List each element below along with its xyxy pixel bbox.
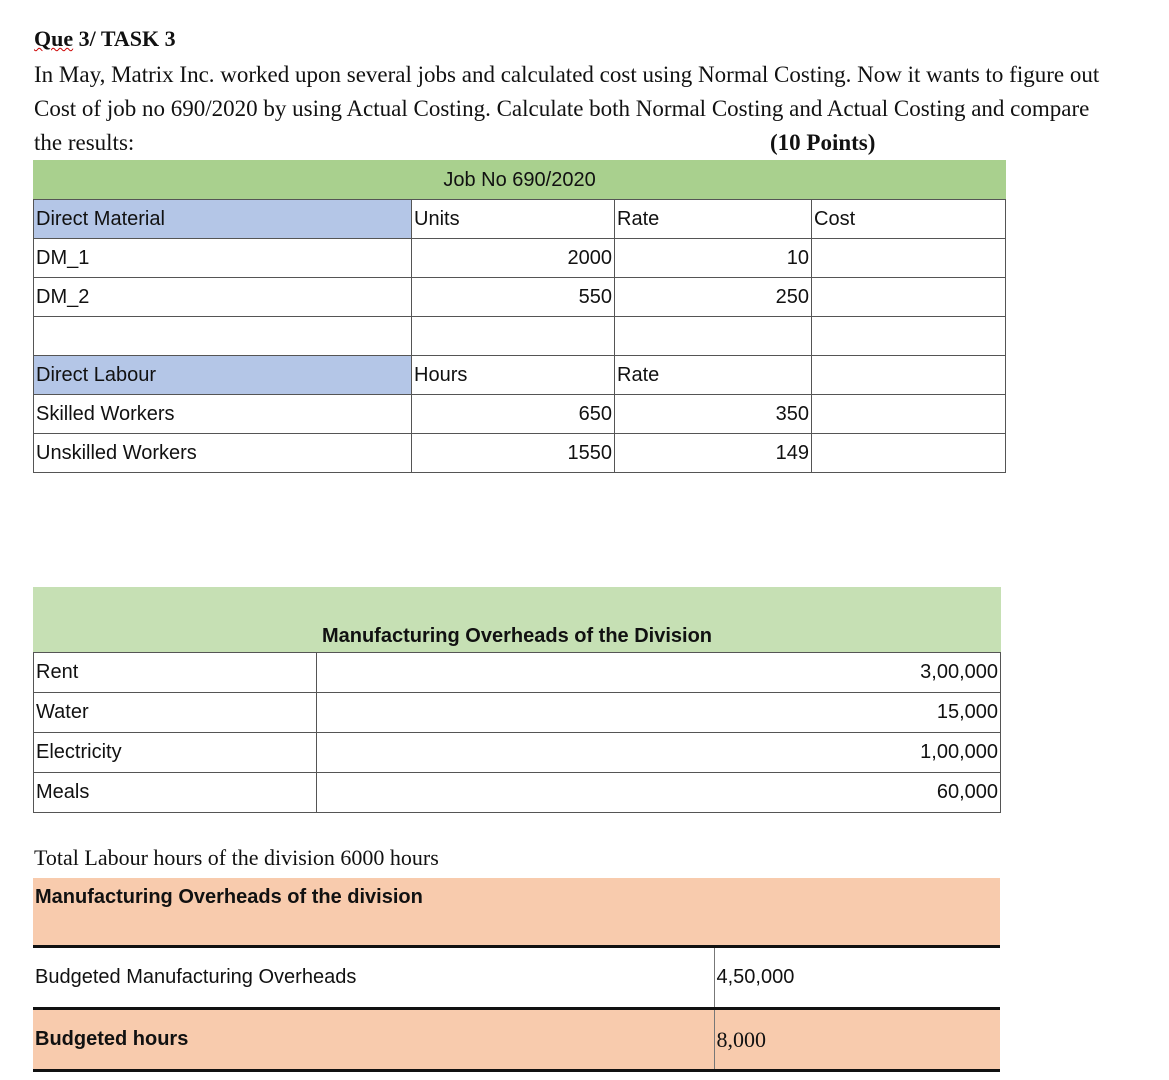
- row-label: Budgeted hours: [33, 1009, 714, 1071]
- table-row: [34, 653, 1001, 693]
- dl-header: Direct Labour: [34, 356, 412, 395]
- units-header: Units: [412, 200, 615, 239]
- cost-cell: [812, 278, 1006, 317]
- empty-row: [34, 317, 1006, 356]
- rate-cell: 149: [615, 434, 812, 473]
- row-label: DM_2: [34, 278, 412, 317]
- question-text: In May, Matrix Inc. worked upon several jobs and calculated cost using Normal Costing. Now it wants to figure out Cost of job no 690/2020 by using Actual Costing. Calculate both Normal Costing and Actual Costing and compare the results:: [34, 62, 1100, 155]
- row-label: Budgeted Manufacturing Overheads: [33, 947, 714, 1009]
- dm-header: Direct Material: [34, 200, 412, 239]
- hours-cell: 1550: [412, 434, 615, 473]
- value-cell: 60,000: [317, 773, 1001, 813]
- row-label: DM_1: [34, 239, 412, 278]
- table-row: [34, 773, 1001, 813]
- table-row: [34, 278, 1006, 317]
- value-cell: 15,000: [317, 693, 1001, 733]
- table-row: [33, 1009, 1000, 1071]
- rate-header: Rate: [615, 200, 812, 239]
- table-row: [34, 733, 1001, 773]
- value-cell: 3,00,000: [317, 653, 1001, 693]
- cost-cell: [812, 395, 1006, 434]
- table-row: [34, 239, 1006, 278]
- row-label: Meals: [34, 773, 317, 813]
- table-row: [34, 693, 1001, 733]
- job-title: Job No 690/2020: [34, 161, 1006, 200]
- table-row: [34, 395, 1006, 434]
- row-label: Rent: [34, 653, 317, 693]
- hours-cell: 650: [412, 395, 615, 434]
- rate-cell: 250: [615, 278, 812, 317]
- overheads-title: Manufacturing Overheads of the Division: [34, 588, 1001, 653]
- cost-cell: [812, 434, 1006, 473]
- value-cell: 1,00,000: [317, 733, 1001, 773]
- hours-header: Hours: [412, 356, 615, 395]
- question-title: [34, 26, 176, 52]
- job-cost-table: [33, 160, 1006, 473]
- value-cell: 4,50,000: [714, 947, 1000, 1009]
- budget-title: Manufacturing Overheads of the division: [33, 878, 1000, 947]
- labour-hours-note: Total Labour hours of the division 6000 hours: [34, 845, 439, 870]
- row-label: Water: [34, 693, 317, 733]
- cost-header: Cost: [812, 200, 1006, 239]
- overheads-table: [33, 587, 1001, 813]
- rate-header: Rate: [615, 356, 812, 395]
- rate-cell: 10: [615, 239, 812, 278]
- cost-cell: [812, 356, 1006, 395]
- budget-table: [33, 878, 1000, 1072]
- units-cell: 2000: [412, 239, 615, 278]
- table-row: [34, 434, 1006, 473]
- table-row: [33, 947, 1000, 1009]
- value-cell: 8,000: [714, 1009, 1000, 1071]
- title-rest: 3/ TASK 3: [73, 26, 176, 51]
- row-label: Unskilled Workers: [34, 434, 412, 473]
- title-prefix: Que: [34, 26, 74, 51]
- row-label: Electricity: [34, 733, 317, 773]
- row-label: Skilled Workers: [34, 395, 412, 434]
- points-label: (10 Points): [770, 130, 876, 155]
- rate-cell: 350: [615, 395, 812, 434]
- units-cell: 550: [412, 278, 615, 317]
- cost-cell: [812, 239, 1006, 278]
